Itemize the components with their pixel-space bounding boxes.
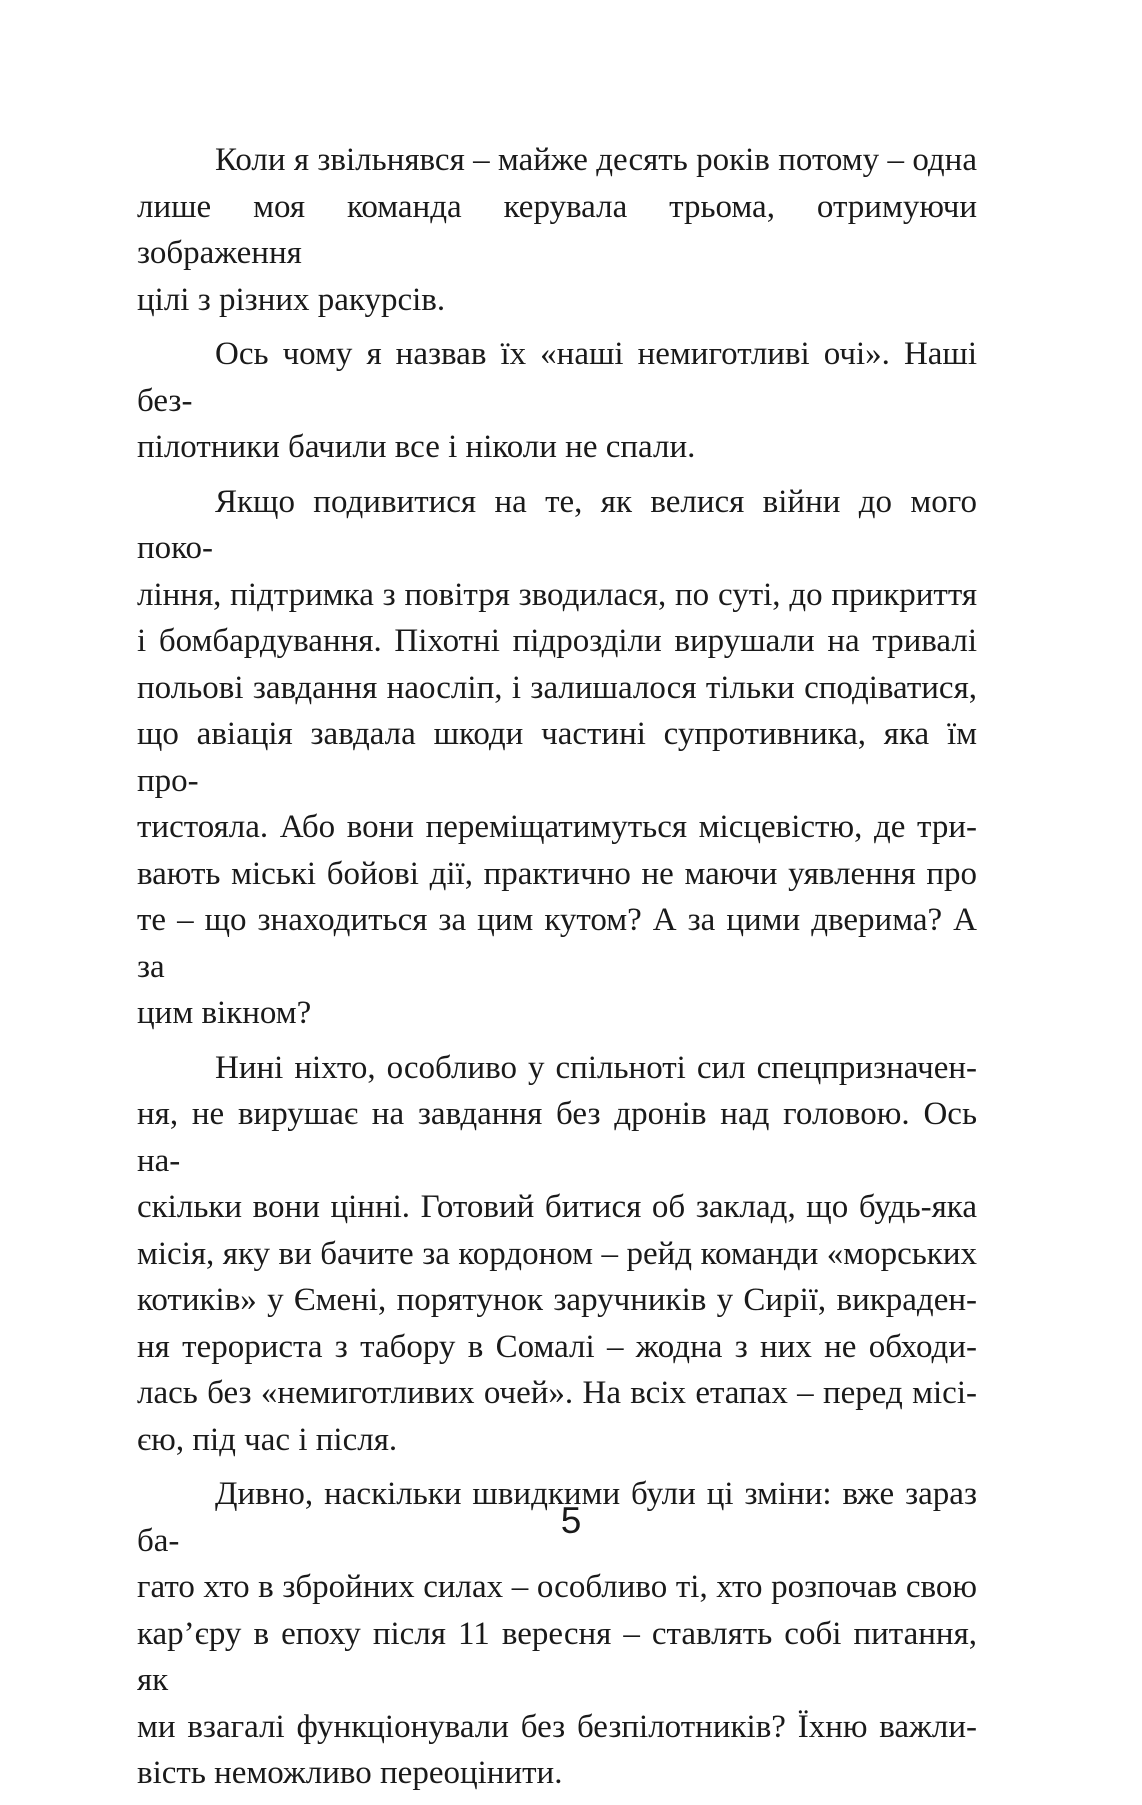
text-line: вість неможливо переоцінити. [137, 1755, 563, 1791]
text-line: ління, підтримка з повітря зводилася, по суті, до прикриття [137, 576, 977, 613]
text-line: і бомбардування. Піхотні підрозділи вирушали на тривалі [137, 623, 977, 659]
page-number: 5 [560, 1500, 582, 1541]
text-line: скільки вони цінні. Готовий битися об заклад, що будь-яка [137, 1189, 977, 1225]
text-line: те – що знаходиться за цим кутом? А за цими дверима? А за [137, 902, 977, 985]
text-line: тистояла. Або вони переміщатимуться місцевістю, де три- [137, 809, 977, 845]
text-line: ня терориста з табору в Сомалі – жодна з них не обходи- [137, 1328, 977, 1365]
text-line: кар’єру в епоху після 11 вересня – ставлять собі питання, як [137, 1615, 977, 1698]
text-line: що авіація завдала шкоди частині супротивника, яка їм про- [137, 716, 977, 799]
text-line: вають міські бойові дії, практично не маючи уявлення про [137, 855, 977, 892]
text-line: Якщо подивитися на те, як велися війни до мого поко- [137, 483, 977, 566]
text-line: ня, не вирушає на завдання без дронів над головою. Ось на- [137, 1096, 977, 1179]
paragraph [137, 137, 977, 323]
text-line: Нині ніхто, особливо у спільноті сил спецпризначен- [215, 1049, 977, 1086]
paragraph [137, 479, 977, 1037]
paragraph [137, 331, 977, 471]
text-line: ми взагалі функціонували без безпілотників? Їхню важли- [137, 1708, 977, 1745]
text-line: польові завдання наосліп, і залишалося тільки сподіватися, [137, 669, 977, 706]
text-line: гато хто в збройних силах – особливо ті, хто розпочав свою [137, 1569, 977, 1605]
page-text [137, 137, 977, 1805]
text-line: єю, під час і після. [137, 1421, 398, 1458]
text-line: Дивно, наскільки швидкими були ці зміни: вже зараз ба- [137, 1476, 977, 1559]
text-line: котиків» у Ємені, порятунок заручників у Сирії, викраден- [137, 1282, 977, 1318]
text-line: Ось чому я назвав їх «наші немиготливі очі». Наші без- [137, 336, 977, 419]
text-line: цим вікном? [137, 995, 312, 1031]
text-line: місія, яку ви бачите за кордоном – рейд команди «морських [137, 1235, 977, 1272]
text-line: лише моя команда керувала трьома, отримуючи зображення [137, 188, 977, 271]
text-line: Коли я звільнявся – майже десять років потому – одна [215, 142, 977, 178]
text-line: лась без «немиготливих очей». На всіх етапах – перед місі- [137, 1375, 977, 1411]
text-line: цілі з різних ракурсів. [137, 281, 446, 318]
text-line: пілотники бачили все і ніколи не спали. [137, 429, 696, 465]
paragraph [137, 1045, 977, 1464]
